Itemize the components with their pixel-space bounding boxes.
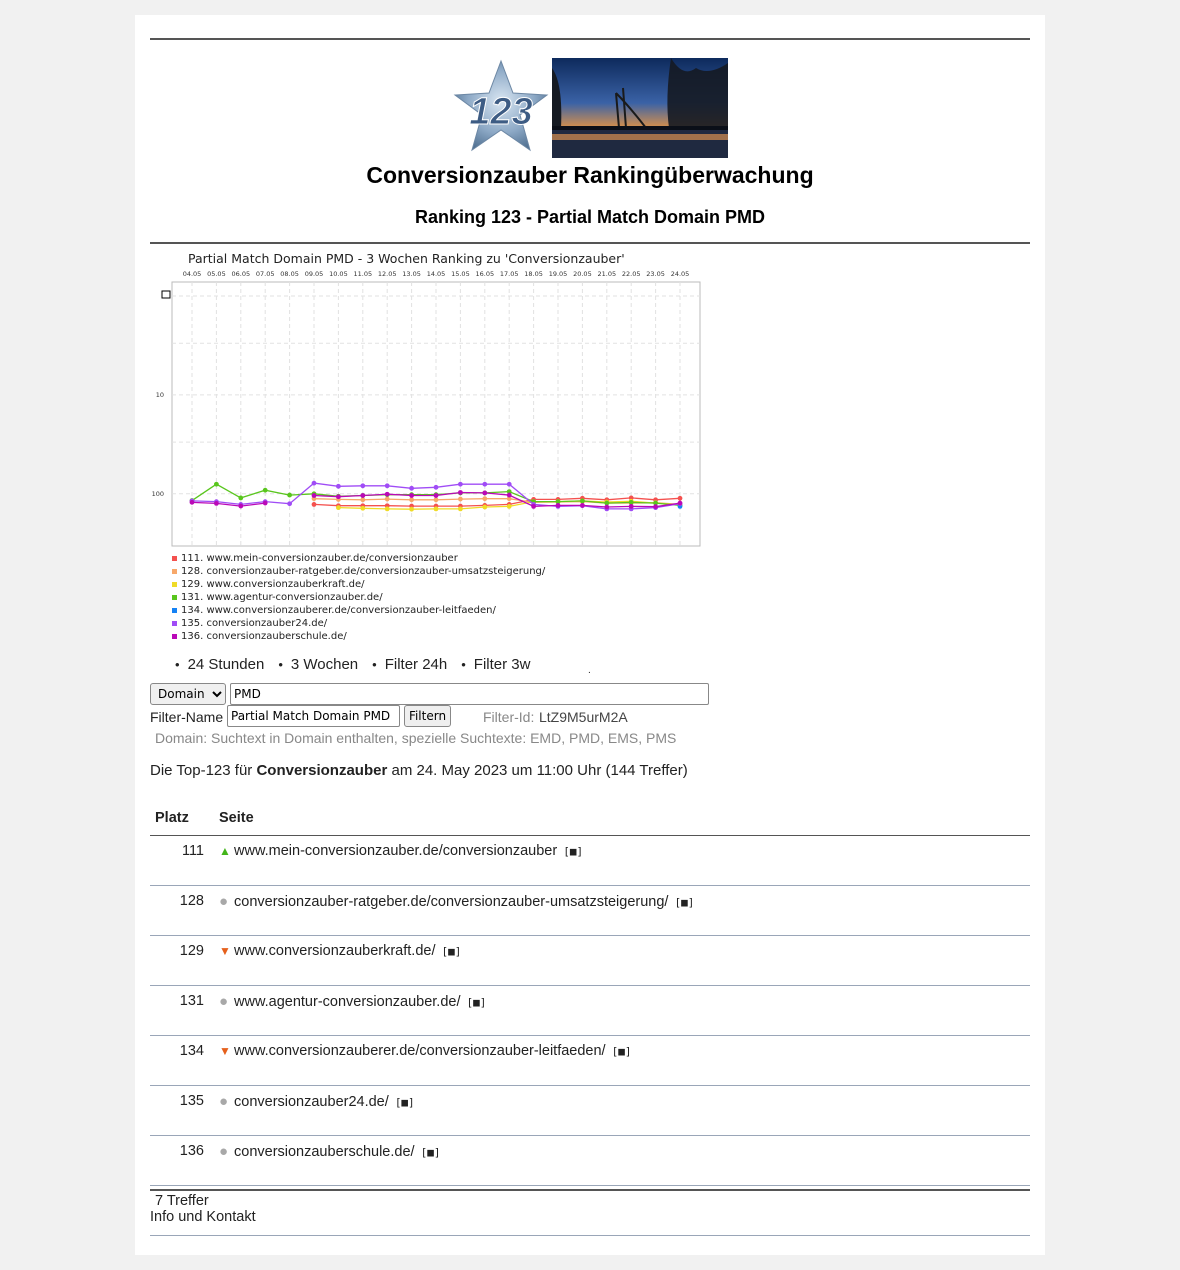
chart-point bbox=[385, 483, 390, 488]
table-row bbox=[150, 1136, 1030, 1186]
chart-point bbox=[336, 505, 341, 510]
chart-x-tick-label: 18.05 bbox=[524, 270, 543, 278]
rank-cell: 135 bbox=[150, 1086, 219, 1136]
page-cell bbox=[219, 886, 1030, 936]
chart-legend-swatch bbox=[172, 634, 177, 639]
chart-point bbox=[507, 493, 512, 498]
chart-point bbox=[263, 488, 268, 493]
column-header-platz: Platz bbox=[150, 801, 219, 836]
chart-point bbox=[434, 485, 439, 490]
chart-x-tick-label: 09.05 bbox=[304, 270, 324, 278]
chart-point bbox=[482, 496, 487, 501]
trend-down-icon: ▼ bbox=[219, 944, 231, 958]
result-summary bbox=[150, 762, 688, 779]
chart-y-tick-label: 100 bbox=[151, 489, 164, 498]
chart-x-tick-label: 19.05 bbox=[548, 270, 568, 278]
table-footer-row bbox=[150, 1186, 1030, 1236]
chart-title: Partial Match Domain PMD - 3 Wochen Ranking zu 'Conversionzauber' bbox=[188, 252, 625, 266]
chart-point bbox=[360, 497, 365, 502]
chart-point bbox=[214, 501, 219, 506]
external-link-icon[interactable]: [■] bbox=[441, 945, 462, 958]
chart-point bbox=[409, 507, 414, 512]
chart-x-tick-label: 12.05 bbox=[377, 270, 397, 278]
page-cell bbox=[219, 1136, 1030, 1186]
chart-legend-swatch bbox=[172, 621, 177, 626]
chart-legend-label: 131. www.agentur-conversionzauber.de/ bbox=[181, 592, 383, 603]
chart-legend-label: 135. conversionzauber24.de/ bbox=[181, 618, 328, 629]
external-link-icon[interactable]: [■] bbox=[466, 996, 487, 1009]
chart-point bbox=[336, 484, 341, 489]
result-url-link[interactable]: www.agentur-conversionzauber.de/ bbox=[234, 994, 461, 1010]
page-cell bbox=[219, 1036, 1030, 1086]
chart-x-tick-label: 07.05 bbox=[255, 270, 275, 278]
footer-divider bbox=[150, 1189, 1030, 1191]
chart-point bbox=[409, 497, 414, 502]
chart-point bbox=[580, 503, 585, 508]
chart-point bbox=[312, 502, 317, 507]
field-select[interactable] bbox=[150, 683, 226, 705]
logo-image bbox=[451, 58, 731, 158]
chart-x-tick-label: 22.05 bbox=[621, 270, 641, 278]
filter-name-label: Filter-Name bbox=[150, 709, 224, 725]
result-url-link[interactable]: conversionzauber24.de/ bbox=[234, 1094, 389, 1110]
chart-point bbox=[458, 490, 463, 495]
chart-x-tick-label: 05.05 bbox=[207, 270, 226, 278]
result-url-link[interactable]: www.conversionzauberer.de/conversionzauber-leitfaeden/ bbox=[234, 1043, 606, 1059]
page-cell bbox=[219, 836, 1030, 886]
chart-point bbox=[312, 493, 317, 498]
chart-point bbox=[385, 497, 390, 502]
chart-point bbox=[214, 482, 219, 487]
result-url-link[interactable]: conversionzauber-ratgeber.de/conversionzauber-umsatzsteigerung/ bbox=[234, 894, 669, 910]
result-url-link[interactable]: conversionzauberschule.de/ bbox=[234, 1144, 415, 1160]
chart-x-tick-label: 15.05 bbox=[451, 270, 470, 278]
summary-keyword: Conversionzauber bbox=[256, 762, 388, 779]
chart-point bbox=[385, 492, 390, 497]
external-link-icon[interactable]: [■] bbox=[674, 896, 695, 909]
chart-point bbox=[238, 496, 243, 501]
table-row bbox=[150, 886, 1030, 936]
chart-point bbox=[580, 499, 585, 504]
chart-point bbox=[507, 482, 512, 487]
external-link-icon[interactable]: [■] bbox=[394, 1096, 415, 1109]
chart-legend bbox=[172, 553, 546, 642]
table-row bbox=[150, 986, 1030, 1036]
chart-x-tick-label: 13.05 bbox=[402, 270, 421, 278]
ranking-chart bbox=[150, 252, 710, 652]
filter-button[interactable]: Filtern bbox=[404, 705, 451, 727]
result-count: 7 Treffer bbox=[150, 1186, 1030, 1236]
page-subtitle: Ranking 123 - Partial Match Domain PMD bbox=[414, 207, 766, 227]
column-header-seite: Seite bbox=[219, 801, 1030, 836]
filter-name-input[interactable] bbox=[227, 705, 400, 727]
chart-point bbox=[409, 493, 414, 498]
chart-x-tick-label: 11.05 bbox=[353, 270, 373, 278]
link-3-wochen[interactable]: • 3 Wochen bbox=[278, 656, 358, 673]
rank-cell: 136 bbox=[150, 1136, 219, 1186]
chart-point bbox=[287, 493, 292, 498]
trend-unchanged-icon: ● bbox=[219, 1093, 229, 1110]
chart-legend-label: 128. conversionzauber-ratgeber.de/conversionzauber-umsatzsteigerung/ bbox=[181, 566, 546, 577]
chart-point bbox=[556, 503, 561, 508]
chart-legend-swatch bbox=[172, 582, 177, 587]
chart-point bbox=[385, 506, 390, 511]
result-url-link[interactable]: www.conversionzauberkraft.de/ bbox=[234, 943, 436, 959]
chart-point bbox=[287, 501, 292, 506]
chart-x-tick-label: 14.05 bbox=[426, 270, 446, 278]
chart-legend-label: 129. www.conversionzauberkraft.de/ bbox=[181, 579, 365, 590]
chart-point bbox=[336, 494, 341, 499]
chart-point bbox=[507, 504, 512, 509]
summary-suffix: am 24. May 2023 um 11:00 Uhr (144 Treffer) bbox=[387, 762, 688, 779]
trend-unchanged-icon: ● bbox=[219, 1143, 229, 1160]
chart-legend-label: 111. www.mein-conversionzauber.de/conversionzauber bbox=[181, 553, 458, 564]
chart-point bbox=[434, 506, 439, 511]
trend-down-icon: ▼ bbox=[219, 1044, 231, 1058]
rank-cell: 131 bbox=[150, 986, 219, 1036]
chart-point bbox=[458, 482, 463, 487]
link-filter-24h[interactable]: • Filter 24h bbox=[372, 656, 447, 673]
filter-id-label: Filter-Id: bbox=[483, 709, 535, 725]
site-title: Conversionzauber Rankingüberwachung bbox=[366, 162, 814, 188]
chart-x-axis bbox=[183, 270, 690, 278]
sunset-photo bbox=[552, 58, 728, 158]
chart-point bbox=[604, 505, 609, 510]
chart-x-tick-label: 08.05 bbox=[280, 270, 299, 278]
chart-point bbox=[629, 504, 634, 509]
rank-cell: 111 bbox=[150, 836, 219, 886]
chart-point bbox=[360, 493, 365, 498]
chart-point bbox=[678, 501, 683, 506]
chart-point bbox=[653, 504, 658, 509]
dot-marker: . bbox=[588, 665, 591, 676]
page-container bbox=[135, 15, 1045, 1255]
filter-help-text: Domain: Suchtext in Domain enthalten, spezielle Suchtexte: EMD, PMD, EMS, PMS bbox=[155, 730, 677, 746]
chart-x-tick-label: 10.05 bbox=[329, 270, 348, 278]
chart-point bbox=[482, 491, 487, 496]
chart-point bbox=[312, 481, 317, 486]
chart-point bbox=[458, 497, 463, 502]
page-cell bbox=[219, 1086, 1030, 1136]
external-link-icon[interactable]: [■] bbox=[420, 1146, 441, 1159]
chart-point bbox=[458, 506, 463, 511]
chart-y-tick-label: 10 bbox=[155, 390, 164, 399]
table-row bbox=[150, 936, 1030, 986]
page-cell bbox=[219, 986, 1030, 1036]
header-divider bbox=[150, 242, 1030, 244]
chart-x-tick-label: 20.05 bbox=[573, 270, 592, 278]
link-24-stunden[interactable]: • 24 Stunden bbox=[175, 656, 264, 673]
trend-unchanged-icon: ● bbox=[219, 893, 229, 910]
chart-point bbox=[678, 496, 683, 501]
chart-point bbox=[482, 482, 487, 487]
info-contact-link[interactable]: Info und Kontakt bbox=[150, 1209, 256, 1225]
chart-point bbox=[360, 483, 365, 488]
table-row bbox=[150, 836, 1030, 886]
search-input[interactable] bbox=[230, 683, 709, 705]
trend-up-icon: ▲ bbox=[219, 844, 231, 858]
table-header-row bbox=[150, 801, 1030, 836]
link-filter-3w[interactable]: • Filter 3w bbox=[461, 656, 530, 673]
top-divider bbox=[150, 38, 1030, 40]
rank-cell: 129 bbox=[150, 936, 219, 986]
chart-point bbox=[409, 486, 414, 491]
chart-legend-swatch bbox=[172, 608, 177, 613]
external-link-icon[interactable]: [■] bbox=[563, 845, 584, 858]
svg-text:123: 123 bbox=[469, 91, 533, 133]
chart-x-tick-label: 17.05 bbox=[499, 270, 519, 278]
chart-point bbox=[190, 500, 195, 505]
chart-x-tick-label: 21.05 bbox=[597, 270, 617, 278]
chart-legend-label: 136. conversionzauberschule.de/ bbox=[181, 631, 347, 642]
chart-point bbox=[531, 504, 536, 509]
logo-area bbox=[451, 58, 731, 158]
table-row bbox=[150, 1036, 1030, 1086]
chart-point bbox=[360, 506, 365, 511]
chart-point bbox=[434, 497, 439, 502]
page-cell bbox=[219, 936, 1030, 986]
chart-point bbox=[434, 493, 439, 498]
results-table bbox=[150, 801, 1030, 1236]
chart-point bbox=[238, 504, 243, 509]
summary-prefix: Die Top-123 für bbox=[150, 762, 257, 779]
chart-y-axis bbox=[152, 391, 164, 498]
rank-cell: 134 bbox=[150, 1036, 219, 1086]
filter-id-value: LtZ9M5urM2A bbox=[539, 709, 628, 725]
time-range-links bbox=[175, 656, 544, 673]
chart-legend-swatch bbox=[172, 569, 177, 574]
chart-point bbox=[263, 501, 268, 506]
star-logo-icon bbox=[455, 61, 547, 150]
chart-legend-swatch bbox=[172, 595, 177, 600]
chart-x-tick-label: 16.05 bbox=[475, 270, 495, 278]
chart-x-tick-label: 23.05 bbox=[646, 270, 665, 278]
chart-point bbox=[482, 505, 487, 510]
chart-legend-swatch bbox=[172, 556, 177, 561]
chart-x-tick-label: 04.05 bbox=[182, 270, 202, 278]
table-row bbox=[150, 1086, 1030, 1136]
result-url-link[interactable]: www.mein-conversionzauber.de/conversionzauber bbox=[234, 843, 558, 859]
external-link-icon[interactable]: [■] bbox=[611, 1045, 632, 1058]
chart-legend-label: 134. www.conversionzauberer.de/conversionzauber-leitfaeden/ bbox=[181, 605, 496, 616]
chart-corner-marker bbox=[162, 291, 170, 298]
chart-x-tick-label: 24.05 bbox=[670, 270, 690, 278]
rank-cell: 128 bbox=[150, 886, 219, 936]
chart-x-tick-label: 06.05 bbox=[231, 270, 251, 278]
trend-unchanged-icon: ● bbox=[219, 993, 229, 1010]
